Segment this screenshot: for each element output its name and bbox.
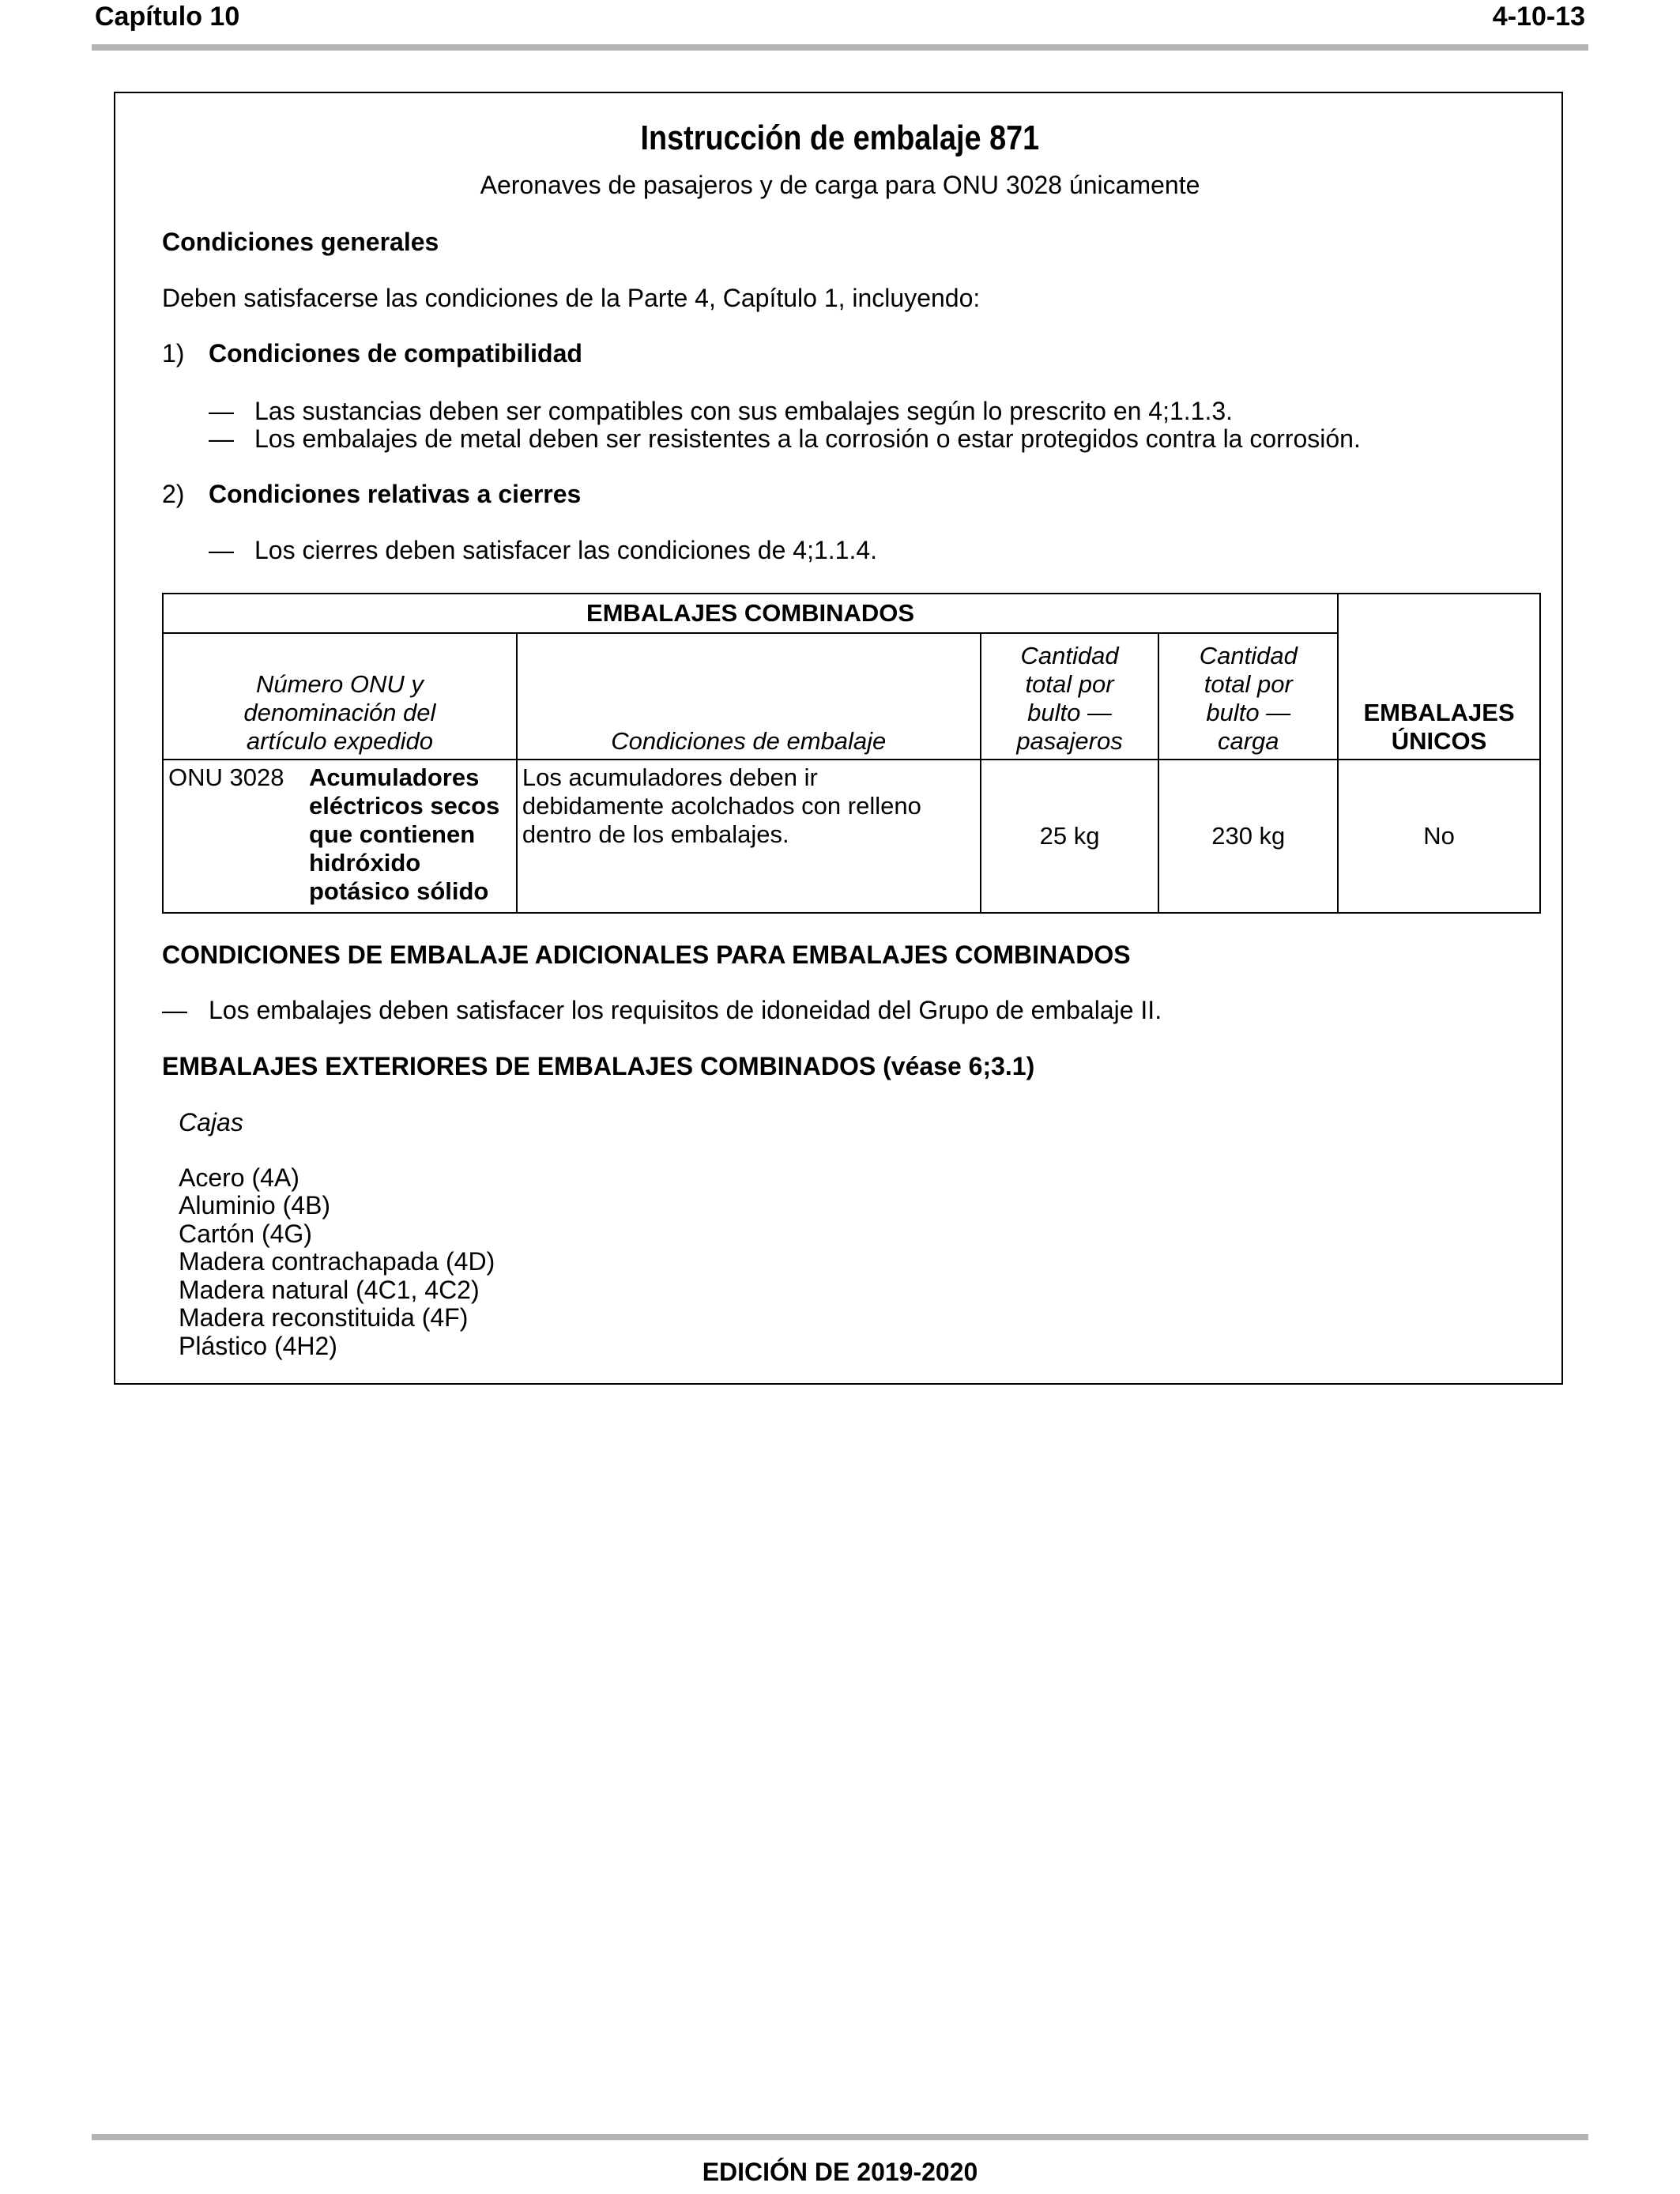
additional-heading: CONDICIONES DE EMBALAJE ADICIONALES PARA EMBALAJES COMBINADOS bbox=[162, 941, 1131, 969]
section-1-item-2: Los embalajes de metal deben ser resistentes a la corrosión o estar protegidos contra la corrosión. bbox=[254, 424, 1361, 453]
name-line-2: eléctricos secos bbox=[309, 792, 500, 820]
column-header-un-number bbox=[163, 633, 517, 760]
col-cargo-line-4: carga bbox=[1217, 727, 1279, 755]
conditions-line-1: Los acumuladores deben ir bbox=[522, 763, 818, 791]
section-2-dash-1: — bbox=[209, 536, 234, 564]
section-2-item-1: Los cierres deben satisfacer las condiciones de 4;1.1.4. bbox=[254, 536, 878, 564]
edition-label: EDICIÓN DE 2019-2020 bbox=[702, 2158, 978, 2186]
un-cell bbox=[163, 760, 517, 913]
header-rule bbox=[92, 44, 1588, 51]
conditions-line-2: debidamente acolchados con relleno bbox=[522, 792, 921, 820]
instruction-subtitle: Aeronaves de pasajeros y de carga para ONU 3028 únicamente bbox=[480, 171, 1200, 199]
packing-table bbox=[162, 593, 1541, 914]
column-header-passenger-qty bbox=[981, 633, 1159, 760]
column-header-conditions: Condiciones de embalaje bbox=[517, 633, 981, 760]
outer-category: Cajas bbox=[179, 1108, 243, 1137]
general-intro: Deben satisfacerse las condiciones de la Parte 4, Capítulo 1, incluyendo: bbox=[162, 284, 981, 312]
col-un-line-3: artículo expedido bbox=[246, 727, 433, 755]
name-line-5: potásico sólido bbox=[309, 877, 489, 905]
outer-heading: EMBALAJES EXTERIORES DE EMBALAJES COMBINADOS (véase 6;3.1) bbox=[162, 1052, 1035, 1080]
conditions-line-3: dentro de los embalajes. bbox=[522, 820, 789, 848]
un-code: ONU 3028 bbox=[168, 763, 284, 791]
col-passenger-line-4: pasajeros bbox=[1016, 727, 1123, 755]
instruction-title: Instrucción de embalaje 871 bbox=[640, 119, 1040, 157]
col-passenger-line-1: Cantidad bbox=[1020, 642, 1119, 669]
col-un-line-2: denominación del bbox=[243, 699, 436, 726]
name-line-3: que contienen bbox=[309, 820, 476, 848]
cargo-qty-cell: 230 kg bbox=[1158, 760, 1338, 913]
combined-packaging-heading: EMBALAJES COMBINADOS bbox=[163, 594, 1338, 633]
footer-rule bbox=[92, 2134, 1588, 2140]
section-2-title: Condiciones relativas a cierres bbox=[209, 480, 582, 508]
table-row bbox=[163, 760, 1540, 913]
col-cargo-line-1: Cantidad bbox=[1199, 642, 1298, 669]
section-1-dash-1: — bbox=[209, 397, 234, 425]
conditions-cell bbox=[517, 760, 981, 913]
page-number: 4-10-13 bbox=[1492, 2, 1585, 32]
additional-item: Los embalajes deben satisfacer los requisitos de idoneidad del Grupo de embalaje II. bbox=[209, 996, 1162, 1024]
chapter-label: Capítulo 10 bbox=[95, 2, 240, 32]
col-cargo-line-2: total por bbox=[1203, 670, 1293, 698]
additional-dash: — bbox=[162, 996, 187, 1024]
list-item: Acero (4A) bbox=[179, 1163, 299, 1192]
col-passenger-line-2: total por bbox=[1025, 670, 1114, 698]
list-item: Aluminio (4B) bbox=[179, 1191, 331, 1220]
section-1-dash-2: — bbox=[209, 424, 234, 453]
col-un-line-1: Número ONU y bbox=[255, 670, 424, 698]
passenger-qty-cell: 25 kg bbox=[981, 760, 1159, 913]
section-1-title: Condiciones de compatibilidad bbox=[209, 339, 582, 368]
section-2-number: 2) bbox=[162, 480, 185, 508]
single-heading-line-2: ÚNICOS bbox=[1391, 727, 1487, 755]
proper-shipping-name bbox=[309, 763, 499, 906]
list-item: Madera contrachapada (4D) bbox=[179, 1247, 495, 1276]
single-packaging-heading bbox=[1338, 594, 1540, 760]
general-heading: Condiciones generales bbox=[162, 228, 439, 256]
section-1-number: 1) bbox=[162, 339, 185, 368]
section-1-item-1: Las sustancias deben ser compatibles con sus embalajes según lo prescrito en 4;1.1.3. bbox=[254, 397, 1234, 425]
list-item: Madera reconstituida (4F) bbox=[179, 1303, 469, 1332]
col-cargo-line-3: bulto — bbox=[1206, 699, 1291, 726]
name-line-1: Acumuladores bbox=[309, 763, 480, 791]
column-header-cargo-qty bbox=[1158, 633, 1338, 760]
list-item: Cartón (4G) bbox=[179, 1220, 312, 1248]
list-item: Plástico (4H2) bbox=[179, 1332, 337, 1360]
list-item: Madera natural (4C1, 4C2) bbox=[179, 1276, 480, 1304]
single-packaging-cell: No bbox=[1338, 760, 1540, 913]
name-line-4: hidróxido bbox=[309, 849, 421, 876]
col-passenger-line-3: bulto — bbox=[1027, 699, 1112, 726]
single-heading-line-1: EMBALAJES bbox=[1363, 699, 1515, 726]
